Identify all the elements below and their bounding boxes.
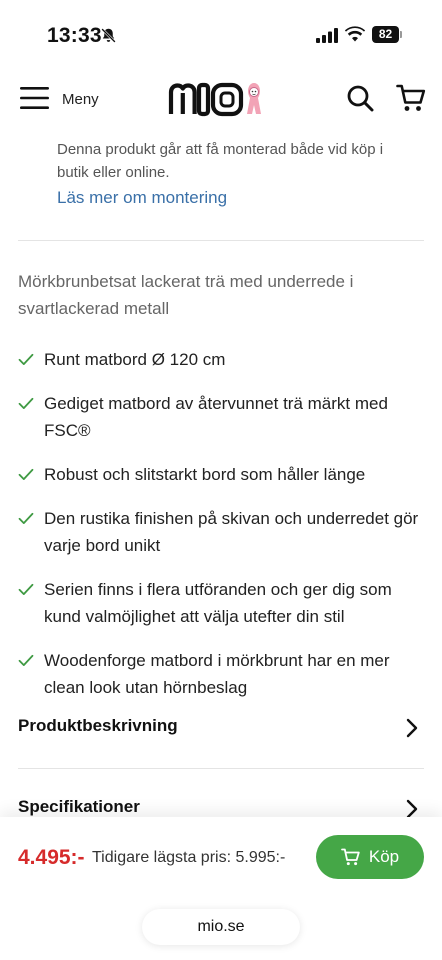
feature-text: Runt matbord Ø 120 cm [44, 350, 226, 369]
chevron-right-icon [406, 718, 418, 738]
status-time: 13:33 [47, 24, 102, 47]
feature-item [18, 505, 428, 559]
feature-text: Den rustika finishen på skivan och underredet gör varje bord unikt [44, 509, 419, 555]
search-icon[interactable] [346, 84, 374, 112]
divider [18, 768, 424, 769]
site-header [0, 64, 442, 132]
feature-item [18, 461, 428, 488]
check-icon [18, 353, 34, 366]
feature-text: Serien finns i flera utföranden och ger dig som kund valmöjlighet att välja utefter din stil [44, 580, 392, 626]
buy-button[interactable] [316, 835, 424, 879]
check-icon [18, 468, 34, 481]
cart-icon [341, 848, 361, 866]
bell-slash-icon [100, 27, 117, 44]
check-icon [18, 583, 34, 596]
feature-text: Robust och slitstarkt bord som håller länge [44, 465, 366, 484]
mio-logo[interactable] [168, 78, 274, 118]
buy-button-label: Köp [368, 847, 400, 866]
chevron-right-icon [406, 799, 418, 819]
purchase-bar [0, 817, 442, 897]
price: 4.495:- [18, 846, 85, 869]
address-bar[interactable]: mio.se [142, 909, 300, 945]
status-bar [0, 0, 442, 64]
feature-item [18, 576, 428, 630]
battery-cap [400, 31, 402, 38]
check-icon [18, 397, 34, 410]
menu-label[interactable]: Meny [62, 91, 99, 108]
previous-lowest-price: Tidigare lägsta pris: 5.995:- [92, 849, 286, 866]
hamburger-icon[interactable] [20, 87, 49, 109]
accordion-product-description[interactable] [18, 708, 424, 748]
feature-item [18, 647, 428, 701]
assembly-note: Denna produkt går att få monterad både vid köp i butik eller online. [57, 141, 384, 181]
feature-text: Woodenforge matbord i mörkbrunt har en mer clean look utan hörnbeslag [44, 651, 390, 697]
product-intro: Mörkbrunbetsat lackerat trä med underrede i svartlackerad metall [18, 272, 354, 318]
feature-item [18, 390, 428, 444]
assembly-read-more-link[interactable]: Läs mer om montering [57, 188, 228, 207]
feature-list [18, 346, 428, 701]
check-icon [18, 512, 34, 525]
cart-icon[interactable] [396, 83, 426, 113]
divider [18, 240, 424, 241]
battery-level: 82 [372, 26, 399, 43]
accordion-label: Produktbeskrivning [18, 716, 178, 735]
browser-bar [0, 897, 442, 960]
signal-icon [316, 28, 338, 43]
accordion-label: Specifikationer [18, 797, 140, 816]
battery-icon [372, 26, 402, 43]
wifi-icon [345, 26, 365, 43]
feature-text: Gediget matbord av återvunnet trä märkt med FSC® [44, 394, 388, 440]
check-icon [18, 654, 34, 667]
feature-item [18, 346, 428, 373]
